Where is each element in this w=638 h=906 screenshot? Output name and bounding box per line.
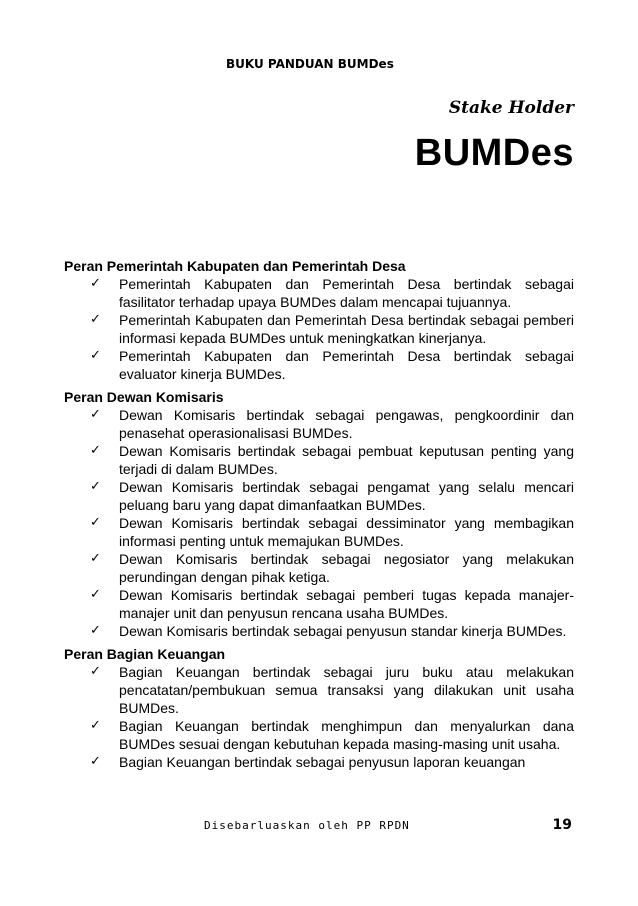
- section-bagian-keuangan: [64, 645, 574, 771]
- list-item-text: Dewan Komisaris bertindak sebagai negosiator yang melakukan perundingan dengan pihak ketiga.: [119, 551, 574, 585]
- list-item: [64, 514, 574, 550]
- checkmark-icon: ✓: [90, 515, 101, 530]
- list-item-text: Pemerintah Kabupaten dan Pemerintah Desa bertindak sebagai pemberi informasi kepada BUMDes untuk meningkatkan kinerjanya.: [119, 312, 574, 346]
- list-item-text: Dewan Komisaris bertindak sebagai pemberi tugas kepada manajer-manajer unit dan penyusun rencana usaha BUMDes.: [119, 587, 574, 621]
- list-item-text: Dewan Komisaris bertindak sebagai pembuat keputusan penting yang terjadi di dalam BUMDes.: [119, 443, 574, 477]
- checkmark-icon: ✓: [90, 479, 101, 494]
- checkmark-icon: ✓: [90, 276, 101, 291]
- checklist: [64, 663, 574, 771]
- page-number: 19: [552, 817, 572, 833]
- list-item-text: Bagian Keuangan bertindak sebagai juru buku atau melakukan pencatatan/pembukuan semua transaksi yang dilakukan unit usaha BUMDes.: [119, 664, 574, 716]
- header-text: BUKU PANDUAN BUMDes: [226, 57, 394, 71]
- list-item: [64, 622, 574, 640]
- section-heading: Peran Pemerintah Kabupaten dan Pemerintah Desa: [64, 258, 406, 274]
- page-title: BUMDes: [414, 132, 574, 174]
- list-item-text: Dewan Komisaris bertindak sebagai pengamat yang selalu mencari peluang baru yang dapat dimanfaatkan BUMDes.: [119, 479, 574, 513]
- list-item: [64, 275, 574, 311]
- list-item: [64, 663, 574, 717]
- list-item: [64, 478, 574, 514]
- checkmark-icon: ✓: [90, 664, 101, 679]
- footer-text: Disebarluaskan oleh PP RPDN: [204, 819, 410, 832]
- list-item: [64, 347, 574, 383]
- checkmark-icon: ✓: [90, 718, 101, 733]
- list-item: [64, 717, 574, 753]
- checkmark-icon: ✓: [90, 407, 101, 422]
- checkmark-icon: ✓: [90, 623, 101, 638]
- checkmark-icon: ✓: [90, 348, 101, 363]
- list-item: [64, 586, 574, 622]
- document-body: [64, 257, 574, 776]
- list-item-text: Dewan Komisaris bertindak sebagai pengawas, pengkoordinir dan penasehat operasionalisasi BUMDes.: [119, 407, 574, 441]
- list-item: [64, 753, 574, 771]
- checklist: [64, 406, 574, 640]
- checkmark-icon: ✓: [90, 551, 101, 566]
- section-heading: Peran Dewan Komisaris: [64, 389, 224, 405]
- checkmark-icon: ✓: [90, 312, 101, 327]
- list-item: [64, 311, 574, 347]
- section-heading: Peran Bagian Keuangan: [64, 646, 226, 662]
- list-item-text: Pemerintah Kabupaten dan Pemerintah Desa bertindak sebagai evaluator kinerja BUMDes.: [119, 348, 574, 382]
- list-item-text: Pemerintah Kabupaten dan Pemerintah Desa bertindak sebagai fasilitator terhadap upaya BUMDes dalam mencapai tujuannya.: [119, 276, 574, 310]
- list-item: [64, 550, 574, 586]
- checklist: [64, 275, 574, 383]
- checkmark-icon: ✓: [90, 754, 101, 769]
- list-item: [64, 406, 574, 442]
- page-subtitle: Stake Holder: [448, 98, 574, 118]
- list-item-text: Bagian Keuangan bertindak sebagai penyusun laporan keuangan: [119, 754, 526, 770]
- list-item: [64, 442, 574, 478]
- list-item-text: Dewan Komisaris bertindak sebagai penyusun standar kinerja BUMDes.: [119, 623, 567, 639]
- list-item-text: Dewan Komisaris bertindak sebagai dessiminator yang membagikan informasi penting untuk memajukan BUMDes.: [119, 515, 574, 549]
- checkmark-icon: ✓: [90, 443, 101, 458]
- section-pemerintah: [64, 257, 574, 383]
- checkmark-icon: ✓: [90, 587, 101, 602]
- list-item-text: Bagian Keuangan bertindak menghimpun dan menyalurkan dana BUMDes sesuai dengan kebutuhan kepada masing-masing unit usaha.: [119, 718, 574, 752]
- section-dewan-komisaris: [64, 388, 574, 640]
